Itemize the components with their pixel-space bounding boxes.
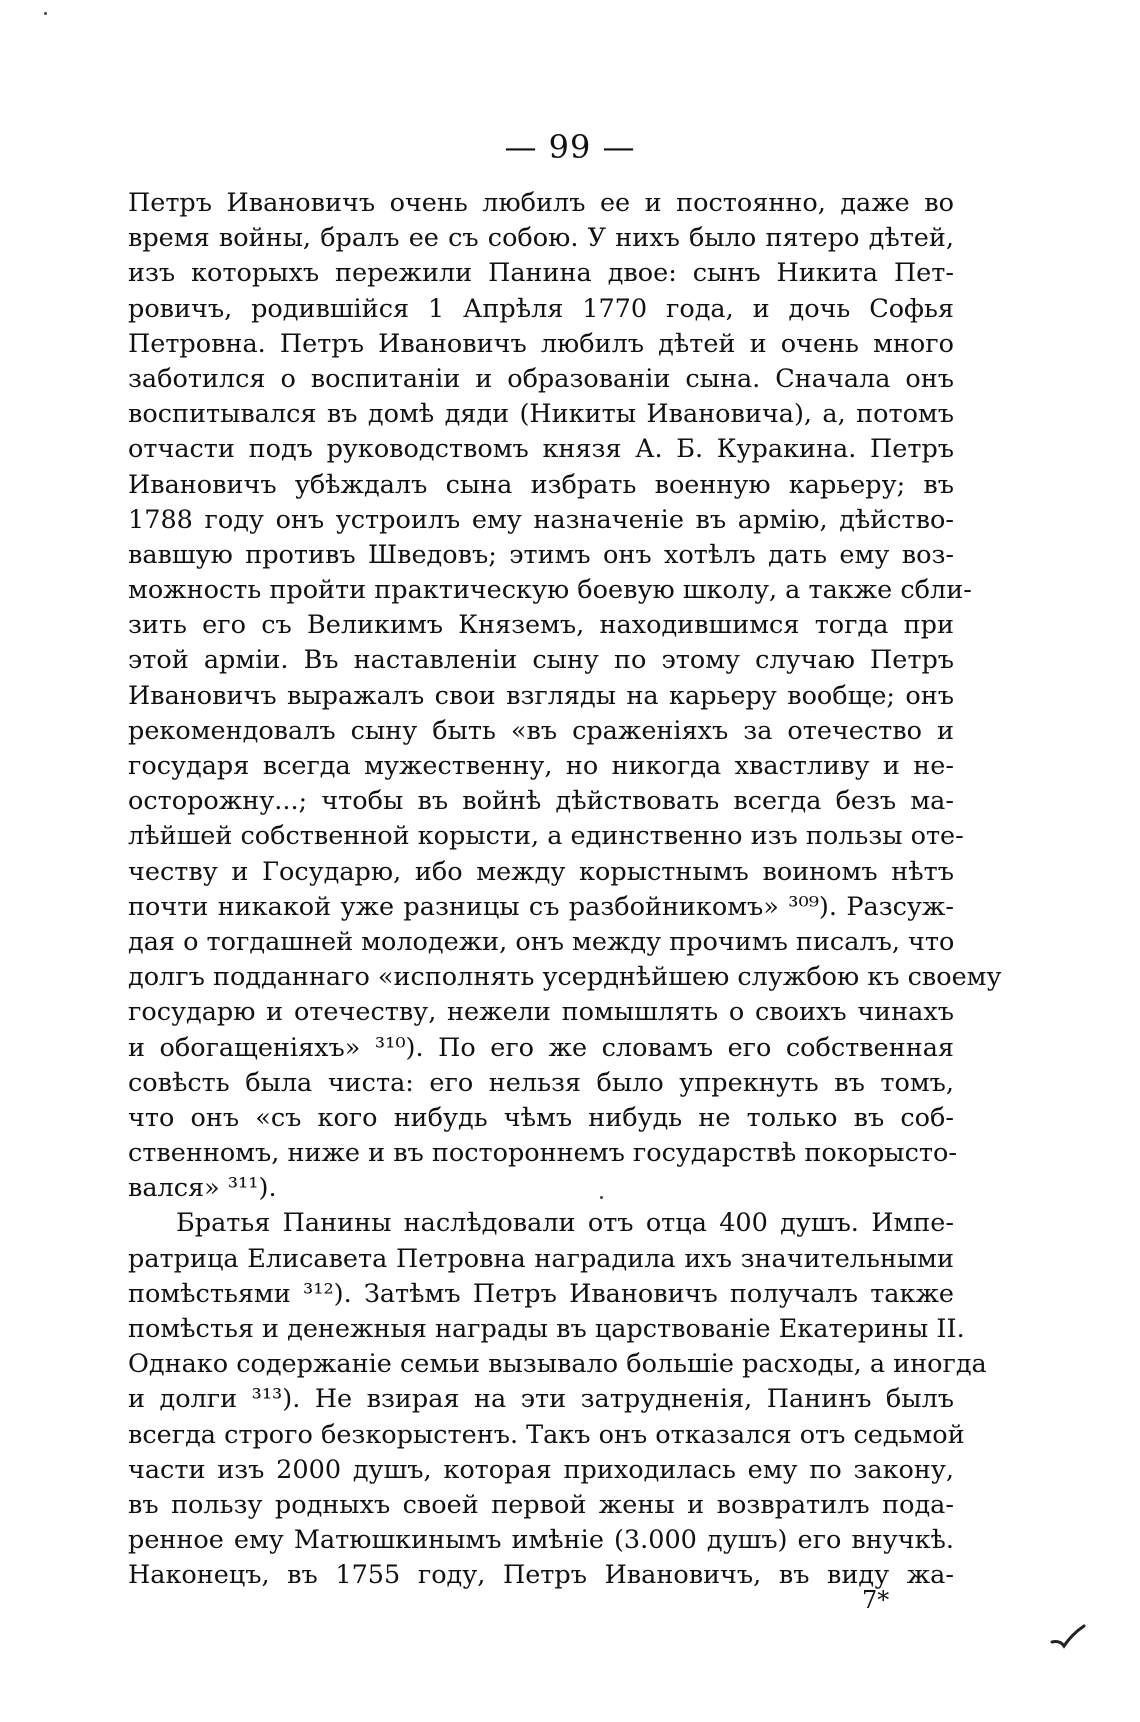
- text-line: Братья Панины наслѣдовали отъ отца 400 душъ. Импе-: [176, 1208, 954, 1239]
- text-line: 1788 году онъ устроилъ ему назначеніе въ армію, дѣйство-: [128, 504, 954, 535]
- text-line: время войны, бралъ ее съ собою. У нихъ было пятеро дѣтей,: [128, 223, 954, 254]
- text-line: осторожну...; чтобы въ войнѣ дѣйствовать всегда безъ ма-: [128, 786, 954, 817]
- body-text: [128, 186, 1002, 1594]
- text-line: и обогащеніяхъ» ³¹⁰). По его же словамъ его собственная: [128, 1032, 954, 1063]
- speck: [44, 12, 47, 15]
- text-line: этой арміи. Въ наставленіи сыну по этому случаю Петръ: [128, 645, 954, 676]
- text-line: Ивановичъ убѣждалъ сына избрать военную карьеру; въ: [128, 469, 954, 500]
- text-line: помѣстьями ³¹²). Затѣмъ Петръ Ивановичъ получалъ также: [128, 1278, 954, 1309]
- text-line: ственномъ, ниже и въ постороннемъ государствѣ покорысто-: [128, 1138, 957, 1169]
- text-line: что онъ «съ кого нибудь чѣмъ нибудь не только въ соб-: [128, 1102, 954, 1133]
- text-line: Ивановичъ выражалъ свои взгляды на карьеру вообще; онъ: [128, 680, 954, 711]
- text-line: лѣйшей собственной корысти, а единственно изъ пользы оте-: [128, 821, 964, 852]
- text-line: государю и отечеству, нежели помышлять о своихъ чинахъ: [128, 997, 954, 1028]
- signature-mark: 7*: [862, 1586, 890, 1614]
- text-line: почти никакой уже разницы съ разбойникомъ» ³⁰⁹). Разсуж-: [128, 891, 954, 922]
- text-line: вавшую противъ Шведовъ; этимъ онъ хотѣлъ дать ему воз-: [128, 539, 954, 570]
- text-line: дая о тогдашней молодежи, онъ между прочимъ писалъ, что: [128, 926, 955, 957]
- text-line: воспитывался въ домѣ дяди (Никиты Ивановича), а, потомъ: [128, 399, 954, 430]
- pencil-tick-icon: [1050, 1624, 1086, 1650]
- text-line: ренное ему Матюшкинымъ имѣніе (3.000 душъ) его внучкѣ.: [128, 1525, 954, 1556]
- text-line: всегда строго безкорыстенъ. Такъ онъ отказался отъ седьмой: [128, 1419, 965, 1450]
- text-line: помѣстья и денежныя награды въ царствованіе Екатерины II.: [128, 1314, 965, 1344]
- text-line: рекомендовалъ сыну быть «въ сраженіяхъ за отечество и: [128, 715, 954, 746]
- text-line: изъ которыхъ пережили Панина двое: сынъ Никита Пет-: [128, 258, 954, 289]
- text-line: можность пройти практическую боевую школу, а также сбли-: [128, 575, 972, 606]
- text-line: вался» ³¹¹).: [128, 1173, 277, 1204]
- text-line: совѣсть была чиста: его нельзя было упрекнуть въ томъ,: [128, 1067, 954, 1098]
- text-line: части изъ 2000 душъ, которая приходилась ему по закону,: [128, 1454, 954, 1485]
- text-line: Однако содержаніе семьи вызывало большіе расходы, а иногда: [128, 1349, 987, 1380]
- text-line: ровичъ, родившійся 1 Апрѣля 1770 года, и дочь Софья: [128, 293, 954, 324]
- text-line: честву и Государю, ибо между корыстнымъ воиномъ нѣтъ: [128, 856, 954, 887]
- text-line: отчасти подъ руководствомъ князя А. Б. Куракина. Петръ: [128, 434, 954, 465]
- text-line: зить его съ Великимъ Княземъ, находившимся тогда при: [128, 610, 954, 641]
- text-line: Наконецъ, въ 1755 году, Петръ Ивановичъ, въ виду жа-: [128, 1560, 954, 1591]
- text-line: заботился о воспитаніи и образованіи сына. Сначала онъ: [128, 363, 954, 394]
- text-line: въ пользу родныхъ своей первой жены и возвратилъ пода-: [128, 1489, 954, 1520]
- text-line: и долги ³¹³). Не взирая на эти затрудненія, Панинъ былъ: [128, 1384, 954, 1415]
- speck: [600, 1196, 603, 1199]
- text-line: государя всегда мужественну, но никогда хвастливу и не-: [128, 751, 954, 781]
- text-line: Петръ Ивановичъ очень любилъ ее и постоянно, даже во: [128, 188, 954, 218]
- text-line: ратрица Елисавета Петровна наградила ихъ значительными: [128, 1243, 954, 1274]
- text-line: долгъ подданнаго «исполнять усерднѣйшею службою къ своему: [128, 962, 1002, 993]
- page-number: — 99 —: [504, 128, 636, 166]
- text-line: Петровна. Петръ Ивановичъ любилъ дѣтей и очень много: [128, 328, 954, 359]
